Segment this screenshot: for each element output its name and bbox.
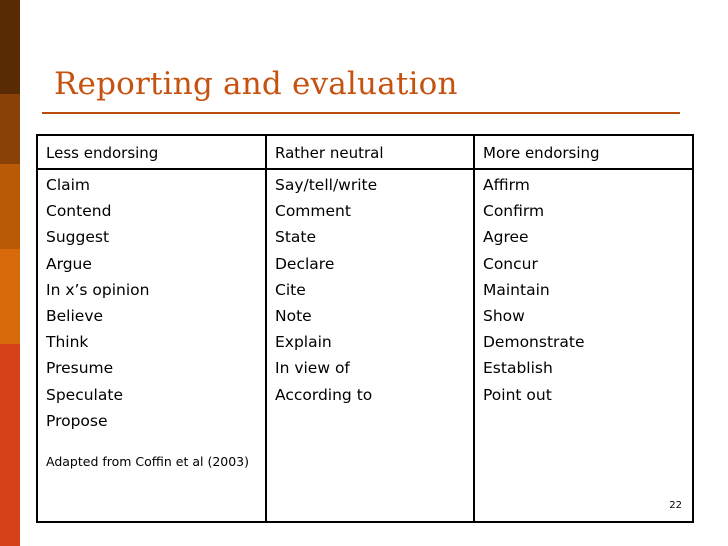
list-item: State [275,228,317,247]
list-item: Argue [46,254,92,273]
list-item: Contend [46,202,112,221]
list-item: Confirm [483,202,545,221]
source-citation: Adapted from Coffin et al (2003) [46,454,250,470]
slide-title: Reporting and evaluation [54,66,458,102]
list-item: Claim [46,176,91,194]
list-item: Establish [483,359,553,378]
list-item: Presume [46,359,114,378]
list-item: Affirm [483,176,530,194]
list-item: According to [275,385,373,404]
table-header-row [37,135,693,169]
column-less-endorsing [37,169,266,522]
reporting-verbs-table [36,134,694,523]
list-item: In x’s opinion [46,280,150,299]
page-number: 22 [669,500,682,511]
side-bar-segment [0,0,20,94]
side-bar-segment [0,344,20,546]
list-item: In view of [275,359,350,378]
list-item: Speculate [46,385,123,404]
list-item: Propose [46,411,108,430]
list-item: Suggest [46,228,110,247]
title-rule [42,112,680,114]
list-item: Believe [46,307,104,326]
side-bar-segment [0,249,20,344]
list-item: Point out [483,385,552,404]
side-bar-segment [0,164,20,249]
list-item: Maintain [483,280,550,299]
list-item: Agree [483,228,529,247]
column-more-endorsing [474,169,693,522]
header-less-endorsing: Less endorsing [37,135,266,169]
list-item: Say/tell/write [275,176,378,194]
list-item: Comment [275,202,351,221]
column-rather-neutral [266,169,474,522]
list-item: Declare [275,254,335,273]
list-item: Show [483,307,525,326]
header-more-endorsing: More endorsing [474,135,693,169]
list-item: Think [46,333,89,352]
table-body-row [37,169,693,522]
list-item: Demonstrate [483,333,585,352]
list-item: Concur [483,254,538,273]
header-rather-neutral: Rather neutral [266,135,474,169]
list-item: Cite [275,280,306,299]
list-item: Explain [275,333,332,352]
side-bar-segment [0,94,20,164]
list-item: Note [275,307,312,326]
